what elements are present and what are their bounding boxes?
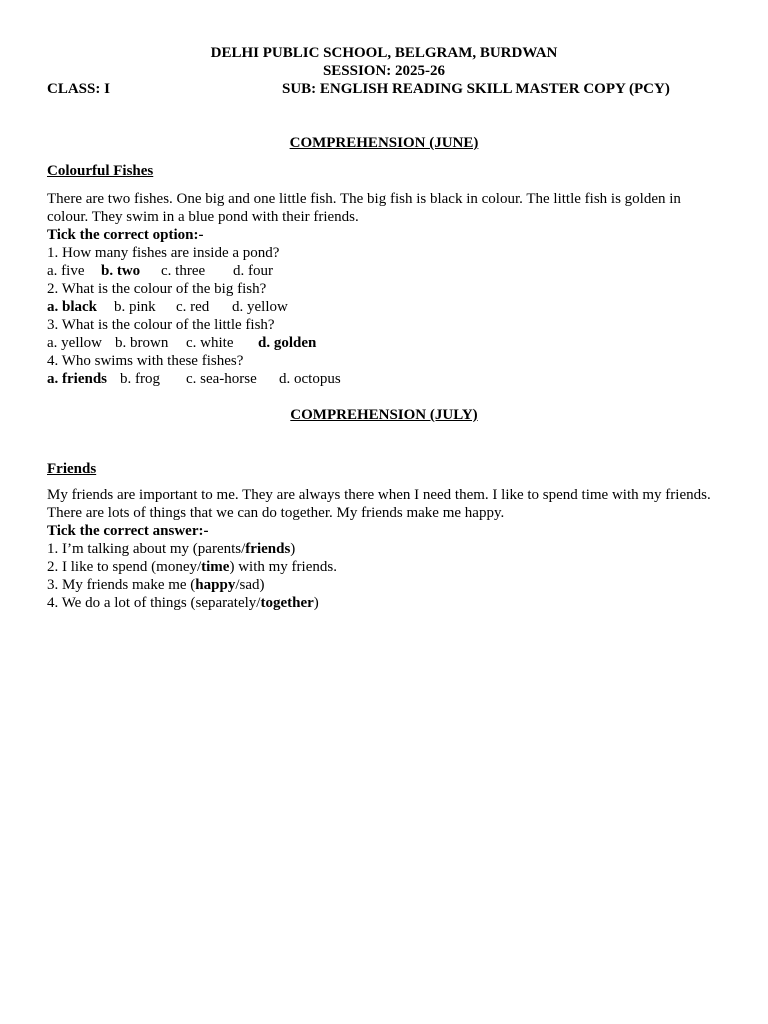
answer-correct: together xyxy=(260,595,314,611)
option: a. five xyxy=(47,263,85,279)
july-question-4 xyxy=(47,594,721,612)
july-questions xyxy=(47,540,721,612)
july-question-2 xyxy=(47,558,721,576)
june-options-2 xyxy=(47,298,721,316)
session: SESSION: 2025-26 xyxy=(322,63,446,79)
answer-correct: happy xyxy=(195,577,236,593)
option: b. pink xyxy=(114,299,156,315)
class-subject-row xyxy=(47,80,721,98)
answer-correct: friends xyxy=(245,541,291,557)
july-heading: COMPREHENSION (JULY) xyxy=(290,407,478,423)
option: a. yellow xyxy=(47,335,102,351)
question-text: 3. My friends make me ( xyxy=(47,577,196,593)
school-name: DELHI PUBLIC SCHOOL, BELGRAM, BURDWAN xyxy=(210,45,558,61)
july-title: Friends xyxy=(47,461,97,477)
option-correct: b. two xyxy=(101,263,141,279)
option: c. red xyxy=(176,299,210,315)
june-question-1: 1. How many fishes are inside a pond? xyxy=(47,245,280,261)
june-question-2: 2. What is the colour of the big fish? xyxy=(47,281,267,297)
june-options-4 xyxy=(47,370,721,388)
june-question-3: 3. What is the colour of the little fish? xyxy=(47,317,275,333)
option: b. frog xyxy=(120,371,160,387)
option-correct: a. black xyxy=(47,299,98,315)
june-options-1 xyxy=(47,262,721,280)
class-label: CLASS: I xyxy=(47,81,110,97)
subject-label: SUB: ENGLISH READING SKILL MASTER COPY (PCY) xyxy=(282,81,670,97)
option: c. sea-horse xyxy=(186,371,257,387)
question-text: ) xyxy=(290,541,296,557)
option-correct: d. golden xyxy=(258,335,317,351)
worksheet-page xyxy=(47,44,721,612)
option: d. octopus xyxy=(279,371,341,387)
june-passage: There are two fishes. One big and one little fish. The big fish is black in colour. The little fish is golden in colour. They swim in a blue pond with their friends. xyxy=(47,191,681,225)
june-heading: COMPREHENSION (JUNE) xyxy=(289,135,479,151)
june-options-3 xyxy=(47,334,721,352)
june-questions xyxy=(47,244,721,388)
june-title: Colourful Fishes xyxy=(47,163,154,179)
answer-correct: time xyxy=(201,559,230,575)
question-text: 4. We do a lot of things (separately/ xyxy=(47,595,261,611)
july-instruction: Tick the correct answer:- xyxy=(47,523,209,539)
question-text: ) with my friends. xyxy=(229,559,337,575)
question-text: 1. I’m talking about my (parents/ xyxy=(47,541,246,557)
option: b. brown xyxy=(115,335,169,351)
july-question-1 xyxy=(47,540,721,558)
option: d. four xyxy=(233,263,273,279)
option: c. white xyxy=(186,335,234,351)
question-text: ) xyxy=(313,595,319,611)
july-question-3 xyxy=(47,576,721,594)
july-passage: My friends are important to me. They are always there when I need them. I like to spend time with my friends. There are lots of things that we can do together. My friends make me happy. xyxy=(47,487,711,521)
june-question-4: 4. Who swims with these fishes? xyxy=(47,353,244,369)
question-text: 2. I like to spend (money/ xyxy=(47,559,202,575)
option-correct: a. friends xyxy=(47,371,107,387)
option: c. three xyxy=(161,263,206,279)
june-instruction: Tick the correct option:- xyxy=(47,227,204,243)
option: d. yellow xyxy=(232,299,288,315)
question-text: /sad) xyxy=(235,577,265,593)
